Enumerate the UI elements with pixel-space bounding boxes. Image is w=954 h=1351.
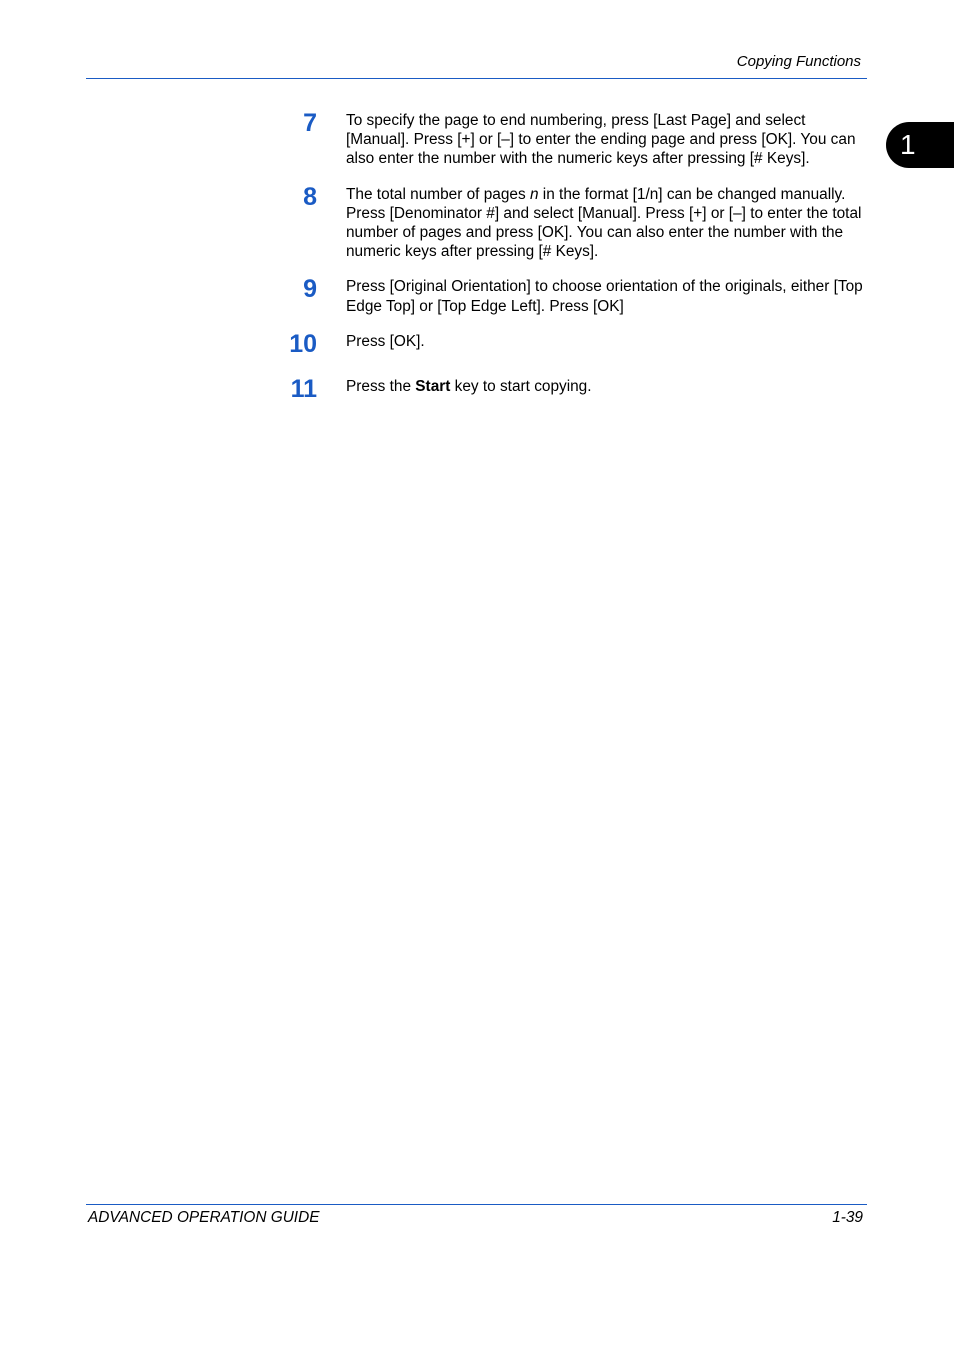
header-rule: [86, 78, 867, 79]
guide-title: ADVANCED OPERATION GUIDE: [88, 1209, 320, 1226]
page-number: 1-39: [832, 1209, 863, 1226]
step-7: [280, 111, 870, 169]
step-10: [280, 329, 870, 358]
step-number: 9: [303, 275, 317, 304]
start-key-label: Start: [415, 378, 451, 396]
step-8: [280, 182, 870, 262]
section-title: Copying Functions: [736, 53, 861, 70]
step-text-part: Press the: [346, 378, 416, 396]
step-text-italic: n: [529, 185, 539, 203]
step-text: Press [OK].: [346, 332, 425, 350]
step-text: Press [Original Orientation] to choose orientation of the originals, either [Top Edge Top] or [Top Edge Left]. Press [OK]: [346, 278, 863, 315]
footer-rule: [86, 1204, 867, 1205]
step-text-part: in the format [1/n] can be changed manually. Press [Denominator #] and select [Manual]. Press [+] or [–] to enter the total number of pages and press [OK]. You can also enter the number with the numeric keys after pressing [# Keys].: [346, 185, 862, 261]
step-number: 8: [303, 182, 317, 211]
chapter-number: 1: [900, 129, 916, 160]
step-number: 11: [290, 375, 317, 404]
step-text-part: The total number of pages: [346, 185, 530, 203]
step-number: 7: [303, 109, 317, 137]
step-9: [280, 277, 870, 315]
steps-list: [280, 109, 870, 404]
step-11: [280, 375, 870, 404]
step-text: [346, 185, 870, 262]
chapter-tab: [886, 122, 954, 168]
step-text: To specify the page to end numbering, press [Last Page] and select [Manual]. Press [+] or [–] to enter the ending page and press [OK]. You can also enter the number with the numeric keys after pressing [# Keys].: [346, 112, 856, 168]
step-text: [346, 377, 870, 396]
step-text-part: key to start copying.: [450, 378, 592, 396]
step-number: 10: [289, 329, 317, 358]
